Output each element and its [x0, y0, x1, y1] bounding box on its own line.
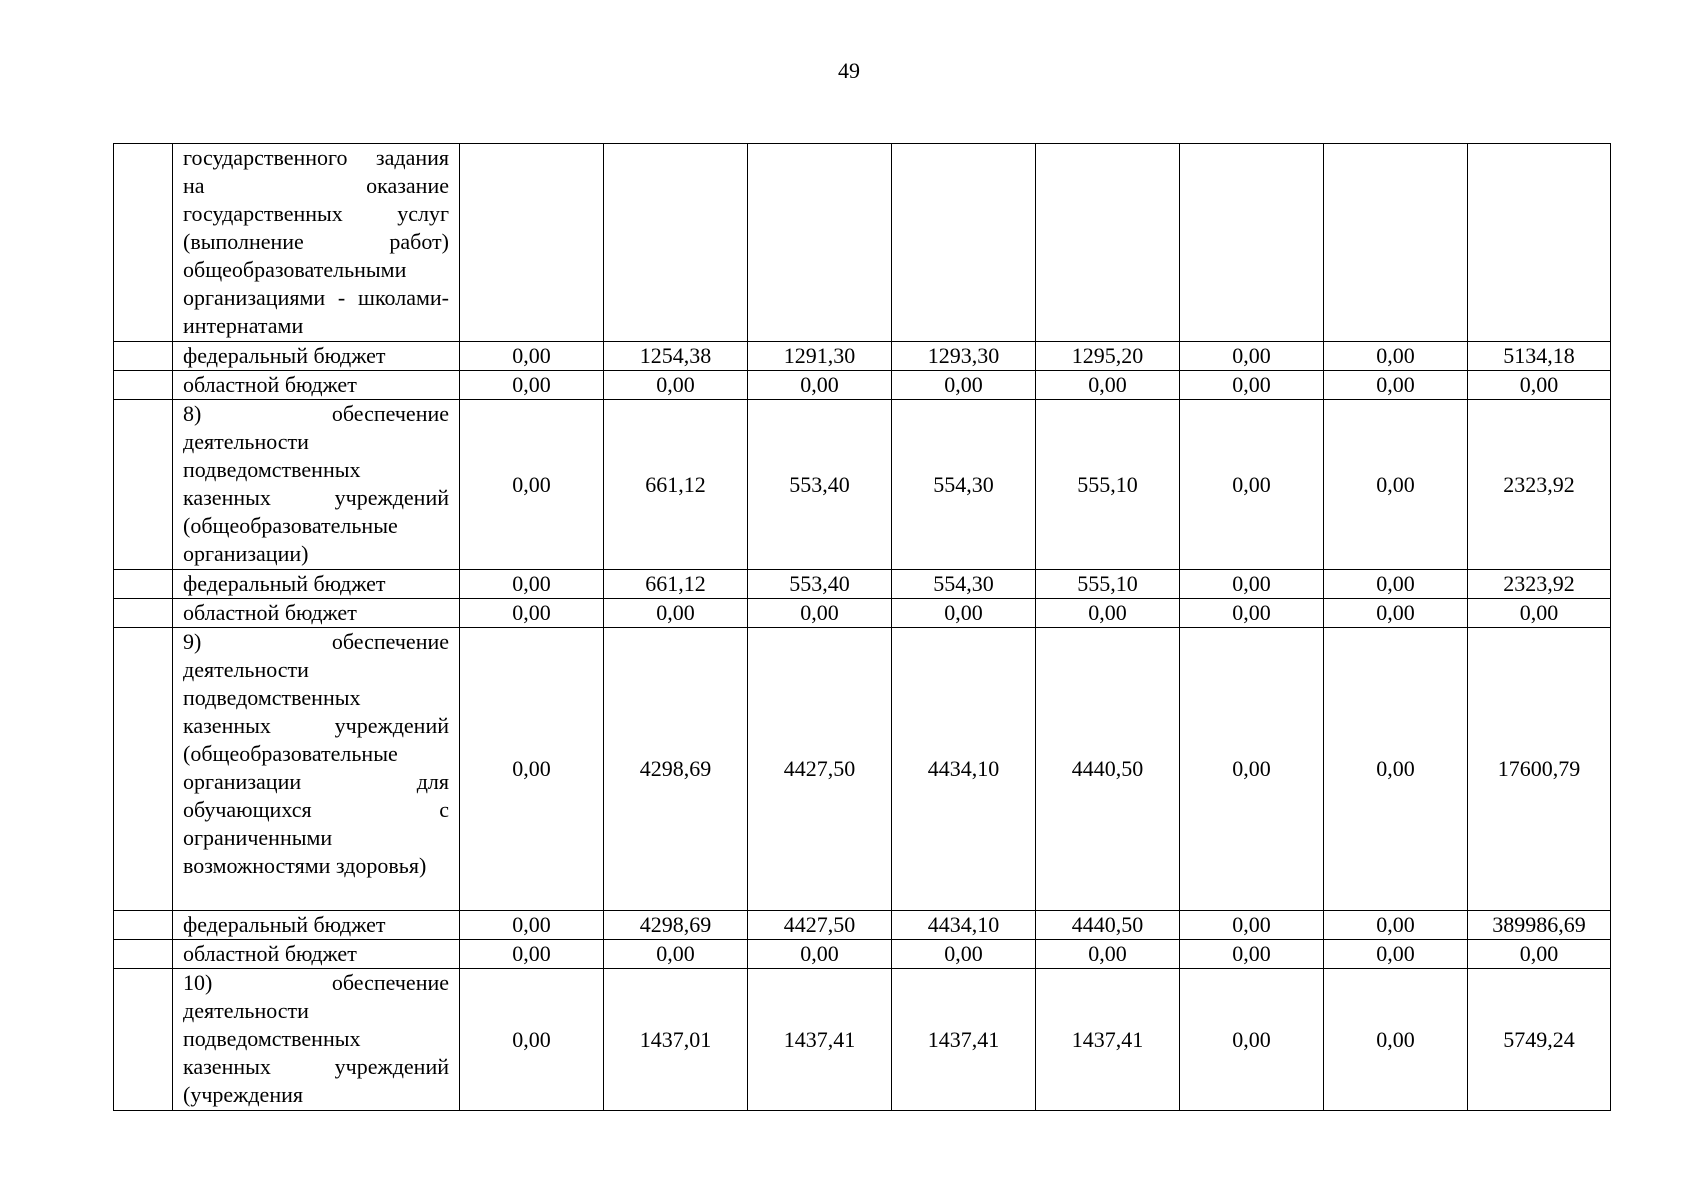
value-cell: 4434,10 [892, 911, 1036, 940]
total-value-cell: 0,00 [1468, 371, 1611, 400]
value-cell: 0,00 [1180, 969, 1324, 1111]
value-cell: 1437,41 [748, 969, 892, 1111]
value-cell: 554,30 [892, 570, 1036, 599]
table-row [114, 940, 1611, 969]
table-row [114, 628, 1611, 911]
value-cell: 4298,69 [604, 911, 748, 940]
value-cell: 0,00 [604, 940, 748, 969]
value-cell: 4434,10 [892, 628, 1036, 911]
value-cell: 4427,50 [748, 628, 892, 911]
value-cell: 0,00 [1324, 969, 1468, 1111]
value-cell: 0,00 [460, 628, 604, 911]
value-cell: 1254,38 [604, 342, 748, 371]
total-value-cell: 17600,79 [1468, 628, 1611, 911]
value-cell [892, 144, 1036, 342]
table-row [114, 342, 1611, 371]
value-cell [460, 144, 604, 342]
value-cell: 554,30 [892, 400, 1036, 570]
row-number-cell [114, 628, 173, 911]
value-cell: 1437,01 [604, 969, 748, 1111]
value-cell: 0,00 [892, 599, 1036, 628]
value-cell: 0,00 [1324, 342, 1468, 371]
row-number-cell [114, 144, 173, 342]
value-cell: 0,00 [1324, 400, 1468, 570]
item-name-cell: 10) обеспечение деятельности подведомственных казенных учреждений (учреждения [173, 969, 460, 1111]
budget-table [113, 143, 1611, 1111]
total-value-cell: 0,00 [1468, 940, 1611, 969]
table-row [114, 144, 1611, 342]
value-cell: 0,00 [1036, 371, 1180, 400]
table-row [114, 400, 1611, 570]
value-cell: 0,00 [892, 940, 1036, 969]
funding-source-cell: областной бюджет [173, 599, 460, 628]
funding-source-cell: областной бюджет [173, 371, 460, 400]
value-cell [748, 144, 892, 342]
value-cell: 0,00 [1324, 628, 1468, 911]
funding-source-cell: федеральный бюджет [173, 570, 460, 599]
value-cell: 0,00 [460, 911, 604, 940]
total-value-cell: 5134,18 [1468, 342, 1611, 371]
funding-source-cell: федеральный бюджет [173, 342, 460, 371]
value-cell: 0,00 [1180, 599, 1324, 628]
value-cell: 0,00 [1036, 940, 1180, 969]
row-number-cell [114, 599, 173, 628]
table-row [114, 599, 1611, 628]
value-cell: 0,00 [748, 371, 892, 400]
value-cell [1324, 144, 1468, 342]
value-cell: 0,00 [748, 940, 892, 969]
value-cell: 661,12 [604, 400, 748, 570]
item-name-cell: 8) обеспечение деятельности подведомственных казенных учреждений (общеобразовательные организации) [173, 400, 460, 570]
value-cell: 0,00 [604, 599, 748, 628]
value-cell: 1291,30 [748, 342, 892, 371]
row-number-cell [114, 969, 173, 1111]
total-value-cell: 389986,69 [1468, 911, 1611, 940]
value-cell: 0,00 [1036, 599, 1180, 628]
value-cell: 4298,69 [604, 628, 748, 911]
value-cell [604, 144, 748, 342]
value-cell: 0,00 [1324, 940, 1468, 969]
value-cell: 0,00 [1324, 570, 1468, 599]
table-row [114, 969, 1611, 1111]
value-cell: 1437,41 [892, 969, 1036, 1111]
row-number-cell [114, 570, 173, 599]
funding-source-cell: федеральный бюджет [173, 911, 460, 940]
value-cell: 0,00 [1180, 911, 1324, 940]
value-cell: 0,00 [1324, 599, 1468, 628]
value-cell: 4440,50 [1036, 911, 1180, 940]
value-cell: 0,00 [460, 342, 604, 371]
total-value-cell: 2323,92 [1468, 570, 1611, 599]
value-cell: 0,00 [1180, 400, 1324, 570]
value-cell: 661,12 [604, 570, 748, 599]
value-cell: 0,00 [1324, 911, 1468, 940]
value-cell: 553,40 [748, 400, 892, 570]
table-row [114, 371, 1611, 400]
value-cell: 555,10 [1036, 570, 1180, 599]
row-number-cell [114, 400, 173, 570]
page-number: 49 [838, 58, 860, 83]
value-cell: 4427,50 [748, 911, 892, 940]
total-value-cell [1468, 144, 1611, 342]
value-cell: 0,00 [460, 570, 604, 599]
value-cell: 0,00 [1324, 371, 1468, 400]
value-cell: 0,00 [1180, 570, 1324, 599]
value-cell: 0,00 [1180, 628, 1324, 911]
item-name-cell: 9) обеспечение деятельности подведомственных казенных учреждений (общеобразовательные организации для обучающихся с ограниченными возможностями здоровья) [173, 628, 460, 911]
row-number-cell [114, 940, 173, 969]
value-cell: 0,00 [460, 940, 604, 969]
value-cell: 555,10 [1036, 400, 1180, 570]
value-cell: 0,00 [460, 599, 604, 628]
value-cell: 0,00 [748, 599, 892, 628]
value-cell: 1295,20 [1036, 342, 1180, 371]
value-cell: 1293,30 [892, 342, 1036, 371]
total-value-cell: 5749,24 [1468, 969, 1611, 1111]
value-cell: 553,40 [748, 570, 892, 599]
value-cell: 1437,41 [1036, 969, 1180, 1111]
value-cell [1036, 144, 1180, 342]
row-number-cell [114, 371, 173, 400]
total-value-cell: 0,00 [1468, 599, 1611, 628]
value-cell: 0,00 [1180, 371, 1324, 400]
total-value-cell: 2323,92 [1468, 400, 1611, 570]
row-number-cell [114, 342, 173, 371]
value-cell: 0,00 [892, 371, 1036, 400]
value-cell: 0,00 [604, 371, 748, 400]
value-cell: 0,00 [460, 400, 604, 570]
value-cell: 0,00 [460, 969, 604, 1111]
table-row [114, 911, 1611, 940]
value-cell: 4440,50 [1036, 628, 1180, 911]
item-name-cell: государственного задания на оказание государственных услуг (выполнение работ) общеобразовательными организациями - школами-интернатами [173, 144, 460, 342]
row-number-cell [114, 911, 173, 940]
value-cell: 0,00 [460, 371, 604, 400]
table-body [114, 144, 1611, 1111]
value-cell [1180, 144, 1324, 342]
value-cell: 0,00 [1180, 342, 1324, 371]
funding-source-cell: областной бюджет [173, 940, 460, 969]
value-cell: 0,00 [1180, 940, 1324, 969]
table-row [114, 570, 1611, 599]
